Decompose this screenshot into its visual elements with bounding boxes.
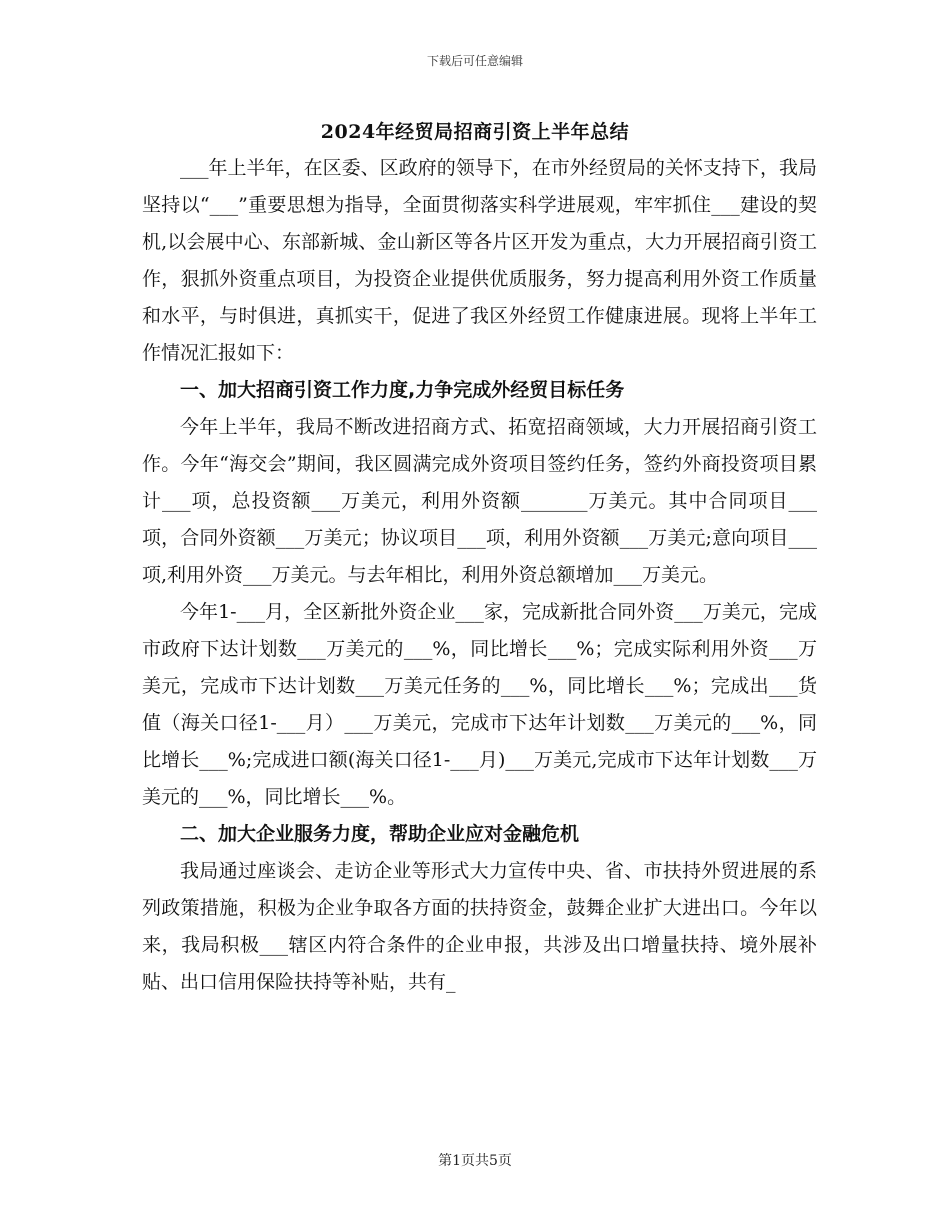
intro-paragraph: ___年上半年，在区委、区政府的领导下，在市外经贸局的关怀支持下，我局坚持以“___”重要思想为指导，全面贯彻落实科学进展观，牢牢抓住___建设的契机,以会展中心、东部新城、金山新区等各片区开发为重点，大力开展招商引资工作，狠抓外资重点项目，为投资企业提供优质服务，努力提高利用外资工作质量和水平，与时俱进，真抓实干，促进了我区外经贸工作健康进展。现将上半年工作情况汇报如下：: [142, 157, 817, 364]
section-1-heading: 一、加大招商引资工作力度,力争完成外经贸目标任务: [180, 379, 625, 401]
section-2-heading: 二、加大企业服务力度，帮助企业应对金融危机: [180, 823, 580, 845]
page-header-note: 下载后可任意编辑: [426, 54, 523, 68]
section-1-paragraph-1: 今年上半年，我局不断改进招商方式、拓宽招商领域，大力开展招商引资工作。今年“海交会”期间，我区圆满完成外资项目签约任务，签约外商投资项目累计___项，总投资额___万美元，利用外资额_______万美元。其中合同项目___项，合同外资额___万美元；协议项目___项，利用外资额___万美元;意向项目___项,利用外资___万美元。与去年相比，利用外资总额增加___万美元。: [142, 416, 817, 586]
section-2-paragraph-1: 我局通过座谈会、走访企业等形式大力宣传中央、省、市扶持外贸进展的系列政策措施，积极为企业争取各方面的扶持资金，鼓舞企业扩大进出口。今年以来，我局积极___辖区内符合条件的企业申报，共涉及出口增量扶持、境外展补贴、出口信用保险扶持等补贴，共有_: [142, 860, 817, 993]
document-title: 2024年经贸局招商引资上半年总结: [320, 121, 630, 143]
page-number: 第1页共5页: [438, 1153, 512, 1169]
document-body: [142, 150, 817, 1001]
section-1-paragraph-2: 今年1-___月，全区新批外资企业___家，完成新批合同外资___万美元，完成市政府下达计划数___万美元的___%，同比增长___%；完成实际利用外资___万美元，完成市下达计划数___万美元任务的___%，同比增长___%；完成出___货值（海关口径1-___月）___万美元，完成市下达年计划数___万美元的___%，同比增长___%;完成进口额(海关口径1-___月)___万美元,完成市下达年计划数___万美元的___%，同比增长___%。: [142, 601, 817, 808]
